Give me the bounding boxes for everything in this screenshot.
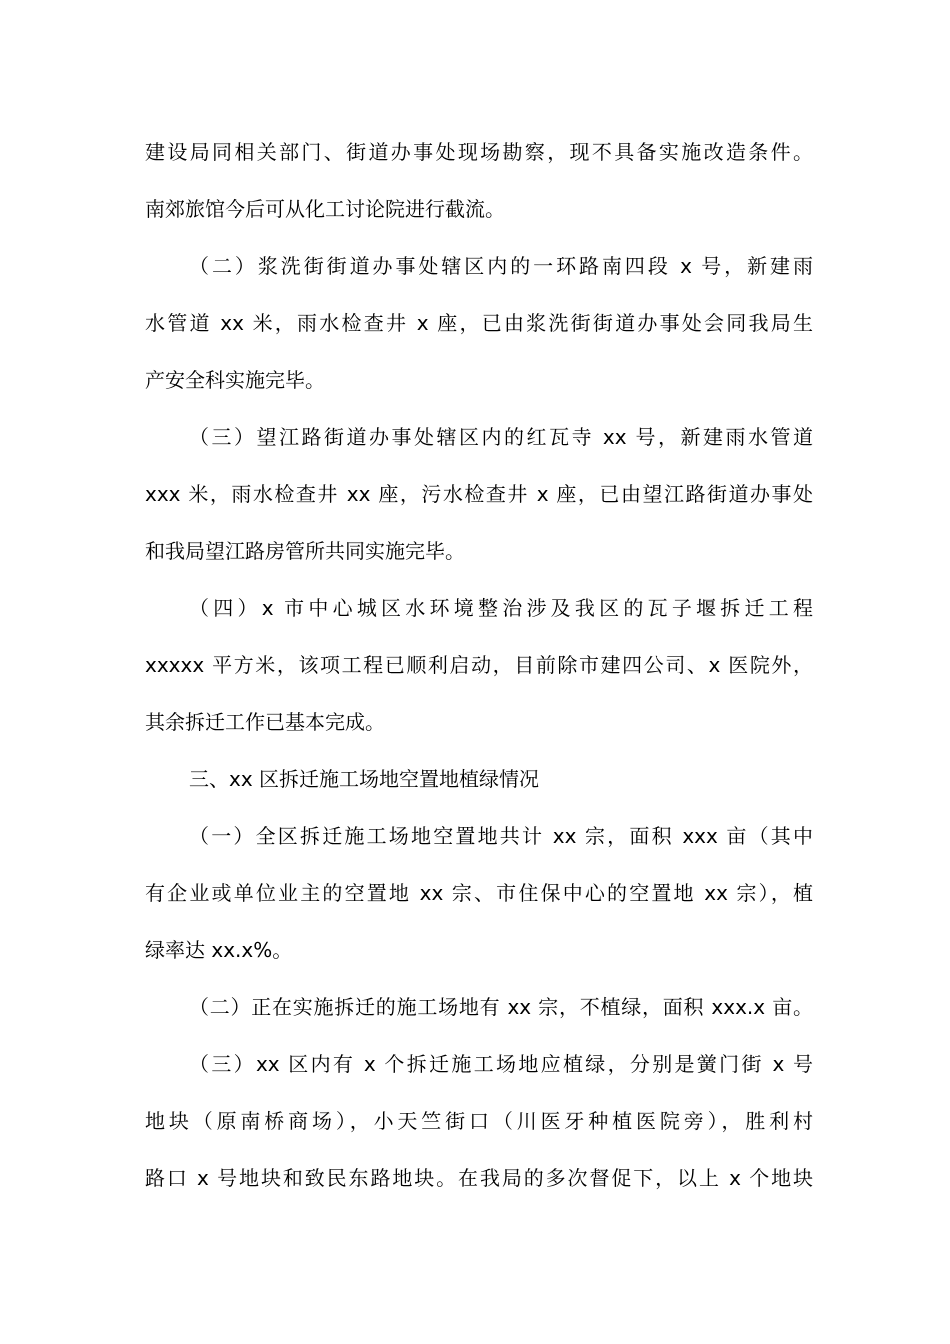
paragraph-line: xxx 米，雨水检查井 xx 座，污水检查井 x 座，已由望江路街道办事处: [145, 482, 813, 506]
paragraph-line: （二）正在实施拆迁的施工场地有 xx 宗，不植绿，面积 xxx.x 亩。: [189, 995, 813, 1019]
paragraph-line: 和我局望江路房管所共同实施完毕。: [145, 539, 465, 563]
paragraph-line: xxxxx 平方米，该项工程已顺利启动，目前除市建四公司、x 医院外，: [145, 653, 813, 677]
paragraph-line: 绿率达 xx.x%。: [145, 938, 293, 962]
paragraph-line: （三）xx 区内有 x 个拆迁施工场地应植绿，分别是黉门街 x 号: [189, 1052, 813, 1076]
paragraph-line: 南郊旅馆今后可从化工讨论院进行截流。: [145, 197, 505, 221]
document-body: [145, 132, 813, 1215]
paragraph-line: 地块（原南桥商场），小天竺街口（川医牙种植医院旁），胜利村: [145, 1109, 813, 1133]
paragraph-line: （四）x 市中心城区水环境整治涉及我区的瓦子堰拆迁工程: [189, 596, 813, 620]
paragraph-line: 其余拆迁工作已基本完成。: [145, 710, 385, 734]
paragraph-line: 路口 x 号地块和致民东路地块。在我局的多次督促下，以上 x 个地块: [145, 1166, 813, 1190]
paragraph-line: （二）浆洗街街道办事处辖区内的一环路南四段 x 号，新建雨: [189, 254, 813, 278]
paragraph-line: 水管道 xx 米，雨水检查井 x 座，已由浆洗街街道办事处会同我局生: [145, 311, 813, 335]
paragraph-line: 建设局同相关部门、街道办事处现场勘察，现不具备实施改造条件。: [145, 140, 813, 164]
paragraph-line: 产安全科实施完毕。: [145, 368, 325, 392]
paragraph-line: （一）全区拆迁施工场地空置地共计 xx 宗，面积 xxx 亩（其中: [189, 824, 813, 848]
paragraph-line: 有企业或单位业主的空置地 xx 宗、市住保中心的空置地 xx 宗），植: [145, 881, 813, 905]
paragraph-line: （三）望江路街道办事处辖区内的红瓦寺 xx 号，新建雨水管道: [189, 425, 813, 449]
section-heading: 三、xx 区拆迁施工场地空置地植绿情况: [189, 767, 540, 791]
